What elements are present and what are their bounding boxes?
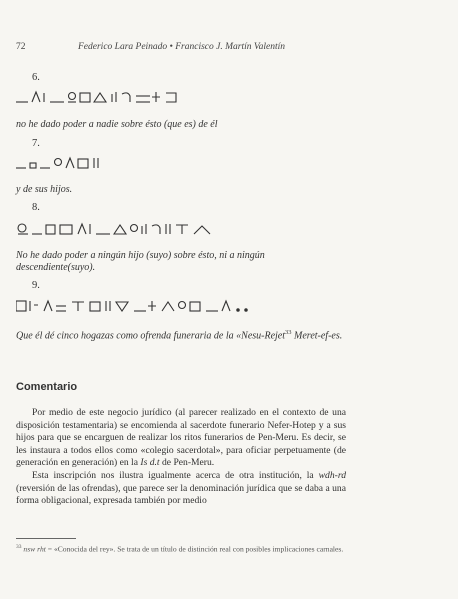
hieroglyph-line (16, 222, 216, 236)
translation-line: y de sus hijos. (16, 184, 73, 195)
running-title: Federico Lara Peinado • Francisco J. Martín Valentín (78, 42, 286, 52)
footnote-ref: 33 (285, 329, 292, 336)
hieroglyph-line (16, 90, 186, 104)
commentary-body (16, 407, 346, 508)
paragraph: Esta inscripción nos ilustra igualmente acerca de otra institución, la wdh-rd (reversión de las ofrendas), que parece ser la denominación jurídica que se daba a una forma obligacional, expresada también por medio (16, 469, 346, 507)
entry-number: 6. (32, 72, 40, 83)
entry-number: 7. (32, 138, 40, 149)
translation-line: No he dado poder a ningún hijo (suyo) sobre ésto, ni a ningún descendiente(suyo). (16, 250, 265, 273)
hieroglyph-line (16, 299, 266, 313)
hieroglyph-line (16, 156, 116, 170)
footnote-rule (16, 538, 76, 539)
entry-number: 8. (32, 202, 40, 213)
translation-line: no he dado poder a nadie sobre ésto (que es) de él (16, 119, 218, 130)
entry-number: 9. (32, 280, 40, 291)
section-heading: Comentario (16, 381, 78, 393)
paragraph: Por medio de este negocio jurídico (al parecer realizado en el contexto de una disposición testamentaria) se encomienda al sacerdote funerario Nefer-Hotep y a sus hijos para que se encarguen de realizar los ritos funerarios de Pen-Meru. Es decir, se les instaura a todos ellos como «colegio sacerdotal», para oficiar perpetuamente (de generación en generación) en la Is d.t de Pen-Meru. (16, 407, 346, 469)
footnote: $^{33}$ nsw rht = «Conocida del rey». Se trata de un título de distinción real con posibles implicaciones carnales. (16, 544, 344, 554)
page-number: 72 (16, 42, 26, 52)
translation-line: Que él dé cinco hogazas como ofrenda funeraria de la «Nesu-Rejet$^{33}$ Meret-ef-es. (16, 329, 343, 342)
